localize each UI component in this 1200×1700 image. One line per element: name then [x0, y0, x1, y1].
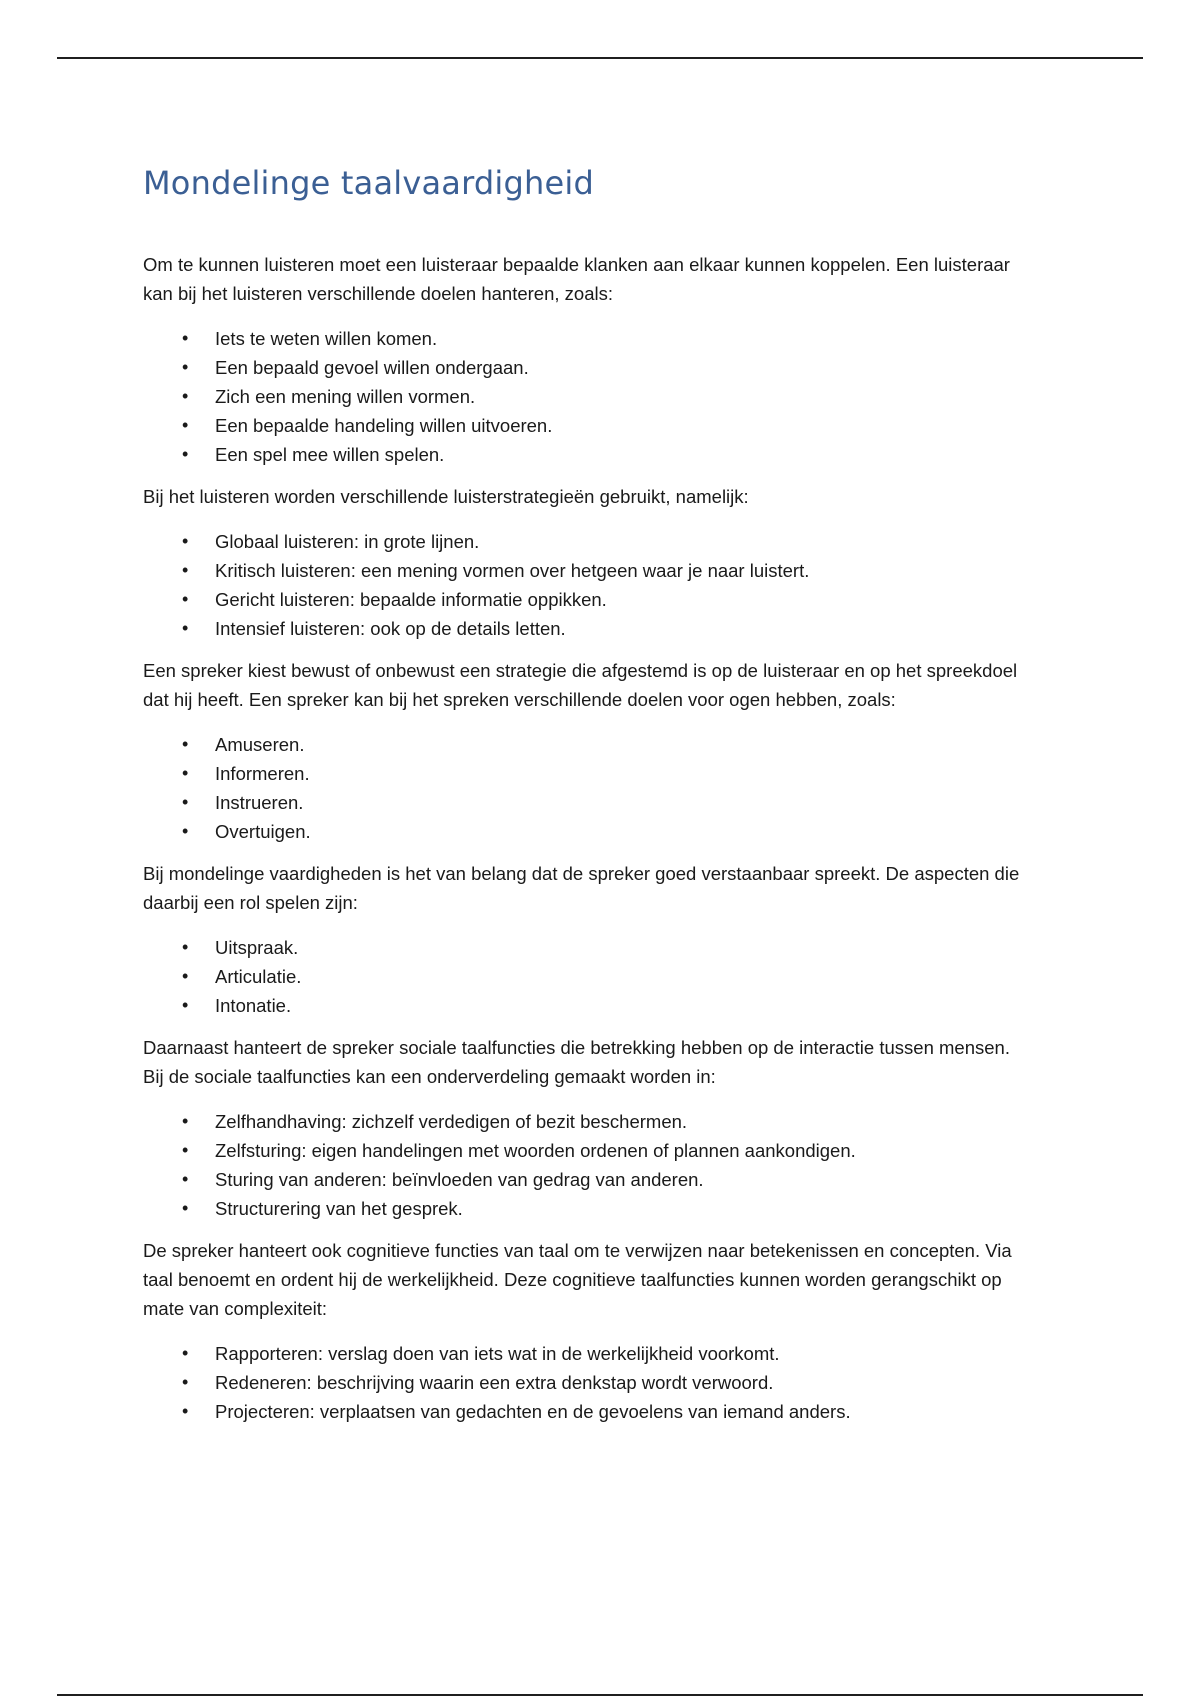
list-item: • Uitspraak.	[215, 933, 1023, 962]
bullet-icon: •	[182, 618, 189, 638]
paragraph: Daarnaast hanteert de spreker sociale taalfuncties die betrekking hebben op de interactie tussen mensen. Bij de sociale taalfuncties kan een onderverdeling gemaakt worden in:	[143, 1037, 1010, 1087]
list-item: • Rapporteren: verslag doen van iets wat in de werkelijkheid voorkomt.	[215, 1339, 1023, 1368]
paragraph: Een spreker kiest bewust of onbewust een strategie die afgestemd is op de luisteraar en op het spreekdoel dat hij heeft. Een spreker kan bij het spreken verschillende doelen voor ogen hebben, zoals:	[143, 660, 1018, 710]
list-item: • Een bepaalde handeling willen uitvoeren.	[215, 411, 1023, 440]
paragraph: Om te kunnen luisteren moet een luisteraar bepaalde klanken aan elkaar kunnen koppelen. Een luisteraar kan bij het luisteren verschillende doelen hanteren, zoals:	[143, 254, 1010, 304]
list-item: • Globaal luisteren: in grote lijnen.	[215, 527, 1023, 556]
bullet-icon: •	[182, 589, 189, 609]
bullet-icon: •	[182, 1198, 189, 1218]
list-item: • Kritisch luisteren: een mening vormen over hetgeen waar je naar luistert.	[215, 556, 1023, 585]
bullet-icon: •	[182, 763, 189, 783]
bullet-icon: •	[182, 1372, 189, 1392]
bullet-list	[143, 324, 1023, 469]
list-item: • Informeren.	[215, 759, 1023, 788]
document-body	[143, 164, 1023, 1439]
list-item: • Een bepaald gevoel willen ondergaan.	[215, 353, 1023, 382]
bullet-icon: •	[182, 560, 189, 580]
list-item: • Zich een mening willen vormen.	[215, 382, 1023, 411]
bullet-icon: •	[182, 1111, 189, 1131]
bullet-icon: •	[182, 328, 189, 348]
bullet-icon: •	[182, 386, 189, 406]
page-title: Mondelinge taalvaardigheid	[143, 164, 594, 202]
list-item: • Zelfsturing: eigen handelingen met woorden ordenen of plannen aankondigen.	[215, 1136, 1023, 1165]
list-item: • Instrueren.	[215, 788, 1023, 817]
bullet-icon: •	[182, 415, 189, 435]
bullet-icon: •	[182, 937, 189, 957]
bullet-icon: •	[182, 792, 189, 812]
bullet-icon: •	[182, 1169, 189, 1189]
bullet-icon: •	[182, 995, 189, 1015]
list-item: • Sturing van anderen: beïnvloeden van gedrag van anderen.	[215, 1165, 1023, 1194]
bullet-list	[143, 933, 1023, 1020]
bullet-icon: •	[182, 966, 189, 986]
list-item: • Intonatie.	[215, 991, 1023, 1020]
list-item: • Projecteren: verplaatsen van gedachten en de gevoelens van iemand anders.	[215, 1397, 1023, 1426]
paragraph: De spreker hanteert ook cognitieve functies van taal om te verwijzen naar betekenissen en concepten. Via taal benoemt en ordent hij de werkelijkheid. Deze cognitieve taalfuncties kunnen worden gerangschikt op mate van complexiteit:	[143, 1240, 1012, 1319]
bullet-icon: •	[182, 734, 189, 754]
list-item: • Gericht luisteren: bepaalde informatie oppikken.	[215, 585, 1023, 614]
bullet-icon: •	[182, 531, 189, 551]
bullet-icon: •	[182, 444, 189, 464]
list-item: • Structurering van het gesprek.	[215, 1194, 1023, 1223]
bullet-list	[143, 1339, 1023, 1426]
bullet-icon: •	[182, 1140, 189, 1160]
paragraph: Bij het luisteren worden verschillende luisterstrategieën gebruikt, namelijk:	[143, 486, 749, 507]
list-item: • Amuseren.	[215, 730, 1023, 759]
bullet-list	[143, 1107, 1023, 1223]
header-rule	[57, 57, 1143, 59]
list-item: • Redeneren: beschrijving waarin een extra denkstap wordt verwoord.	[215, 1368, 1023, 1397]
list-item: • Een spel mee willen spelen.	[215, 440, 1023, 469]
list-item: • Overtuigen.	[215, 817, 1023, 846]
list-item: • Intensief luisteren: ook op de details letten.	[215, 614, 1023, 643]
bullet-list	[143, 730, 1023, 846]
bullet-icon: •	[182, 1401, 189, 1421]
list-item: • Iets te weten willen komen.	[215, 324, 1023, 353]
bullet-icon: •	[182, 357, 189, 377]
bullet-icon: •	[182, 1343, 189, 1363]
bullet-icon: •	[182, 821, 189, 841]
paragraph: Bij mondelinge vaardigheden is het van belang dat de spreker goed verstaanbaar spreekt. De aspecten die daarbij een rol spelen zijn:	[143, 863, 1020, 913]
footer-rule	[57, 1694, 1143, 1696]
bullet-list	[143, 527, 1023, 643]
list-item: • Zelfhandhaving: zichzelf verdedigen of bezit beschermen.	[215, 1107, 1023, 1136]
list-item: • Articulatie.	[215, 962, 1023, 991]
